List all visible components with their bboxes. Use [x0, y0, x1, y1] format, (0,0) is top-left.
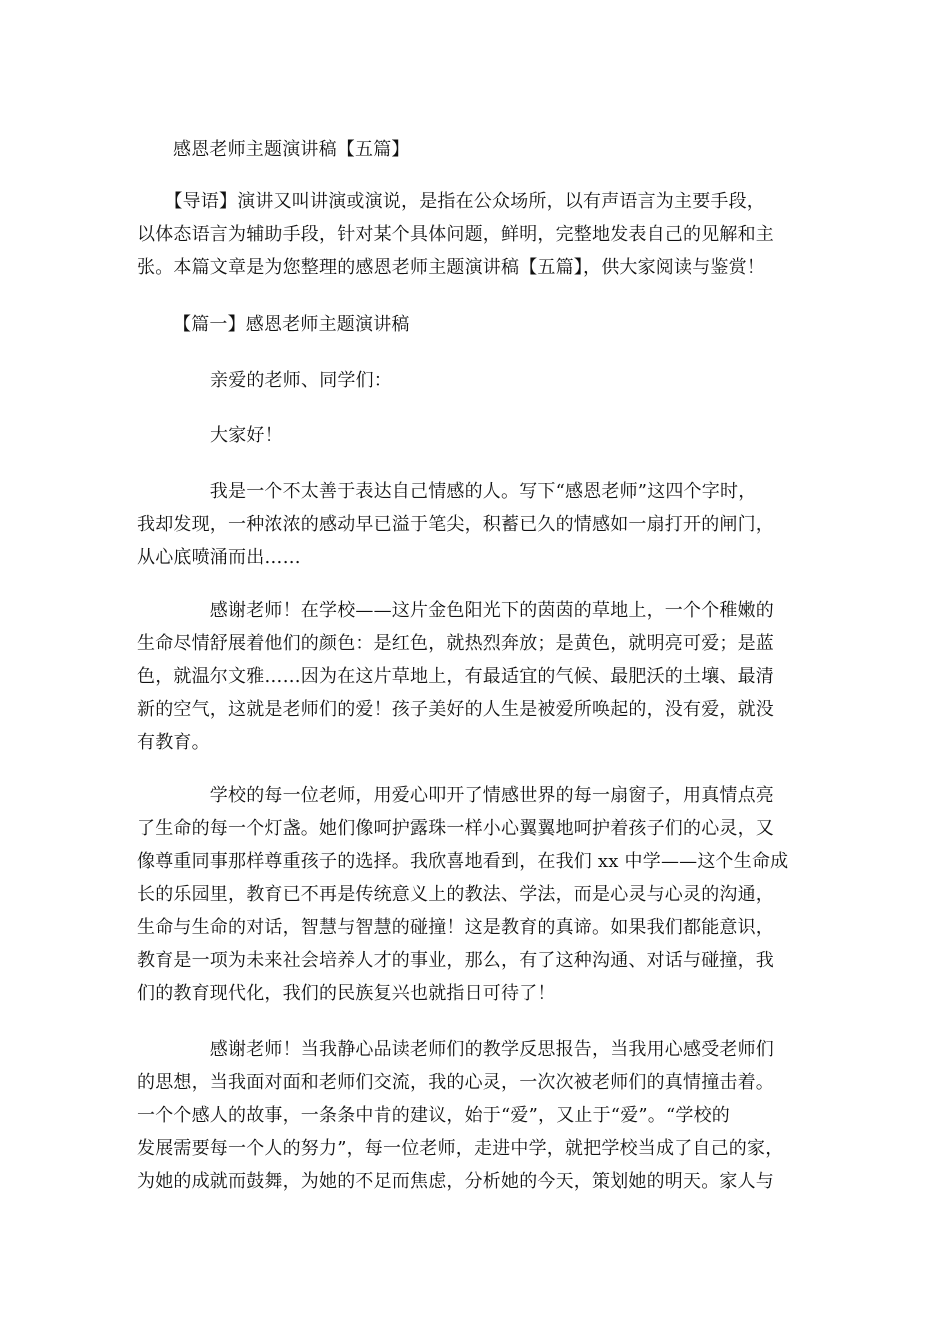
body-paragraph-4 [137, 1033, 809, 1198]
paragraph-line: 为她的成就而鼓舞，为她的不足而焦虑，分析她的今天，策划她的明天。家人与 [137, 1171, 774, 1192]
intro-paragraph [137, 185, 809, 284]
paragraph-line: 发展需要每一个人的努力”，每一位老师，走进中学，就把学校当成了自己的家， [137, 1138, 784, 1159]
paragraph-line: 感谢老师！在学校——这片金色阳光下的茵茵的草地上，一个个稚嫩的 [137, 600, 774, 621]
intro-line: 张。本篇文章是为您整理的感恩老师主题演讲稿【五篇】，供大家阅读与鉴赏！ [137, 257, 765, 278]
intro-line: 【导语】演讲又叫讲演或演说，是指在公众场所，以有声语言为主要手段， [137, 191, 765, 212]
paragraph-line: 一个个感人的故事，一条条中肯的建议，始于“爱”，又止于“爱”。“学校的 [137, 1105, 731, 1126]
paragraph-line: 学校的每一位老师，用爱心叩开了情感世界的每一扇窗子，用真情点亮 [137, 785, 774, 806]
paragraph-line: 长的乐园里，教育已不再是传统意义上的教法、学法，而是心灵与心灵的沟通， [137, 884, 774, 905]
paragraph-line: 有教育。 [137, 732, 210, 753]
paragraph-line: 我是一个不太善于表达自己情感的人。写下“感恩老师”这四个字时， [137, 481, 757, 502]
paragraph-line: 像尊重同事那样尊重孩子的选择。我欣喜地看到，在我们 xx 中学——这个生命成 [137, 851, 789, 872]
section-heading: 【篇一】感恩老师主题演讲稿 [173, 314, 410, 335]
salutation: 亲爱的老师、同学们： [210, 370, 392, 391]
paragraph-line: 生命尽情舒展着他们的颜色：是红色，就热烈奔放；是黄色，就明亮可爱；是蓝 [137, 633, 774, 654]
paragraph-line: 我却发现，一种浓浓的感动早已溢于笔尖，积蓄已久的情感如一扇打开的闸门， [137, 514, 774, 535]
intro-line: 以体态语言为辅助手段，针对某个具体问题，鲜明，完整地发表自己的见解和主 [137, 224, 774, 245]
body-paragraph-2 [137, 594, 809, 759]
body-paragraph-1 [137, 475, 809, 574]
paragraph-line: 的思想，当我面对面和老师们交流，我的心灵，一次次被老师们的真情撞击着。 [137, 1072, 774, 1093]
document-title: 感恩老师主题演讲稿【五篇】 [173, 139, 410, 160]
greeting: 大家好！ [210, 425, 283, 446]
paragraph-line: 色，就温尔文雅……因为在这片草地上，有最适宜的气候、最肥沃的土壤、最清 [137, 666, 774, 687]
paragraph-line: 生命与生命的对话，智慧与智慧的碰撞！这是教育的真谛。如果我们都能意识， [137, 917, 774, 938]
paragraph-line: 教育是一项为未来社会培养人才的事业，那么，有了这种沟通、对话与碰撞，我 [137, 950, 774, 971]
body-paragraph-3 [137, 779, 809, 1010]
paragraph-line: 们的教育现代化，我们的民族复兴也就指日可待了！ [137, 983, 556, 1004]
paragraph-line: 了生命的每一个灯盏。她们像呵护露珠一样小心翼翼地呵护着孩子们的心灵，又 [137, 818, 774, 839]
paragraph-line: 新的空气，这就是老师们的爱！孩子美好的人生是被爱所唤起的，没有爱，就没 [137, 699, 774, 720]
paragraph-line: 从心底喷涌而出…… [137, 547, 301, 568]
paragraph-line: 感谢老师！当我静心品读老师们的教学反思报告，当我用心感受老师们 [137, 1039, 774, 1060]
